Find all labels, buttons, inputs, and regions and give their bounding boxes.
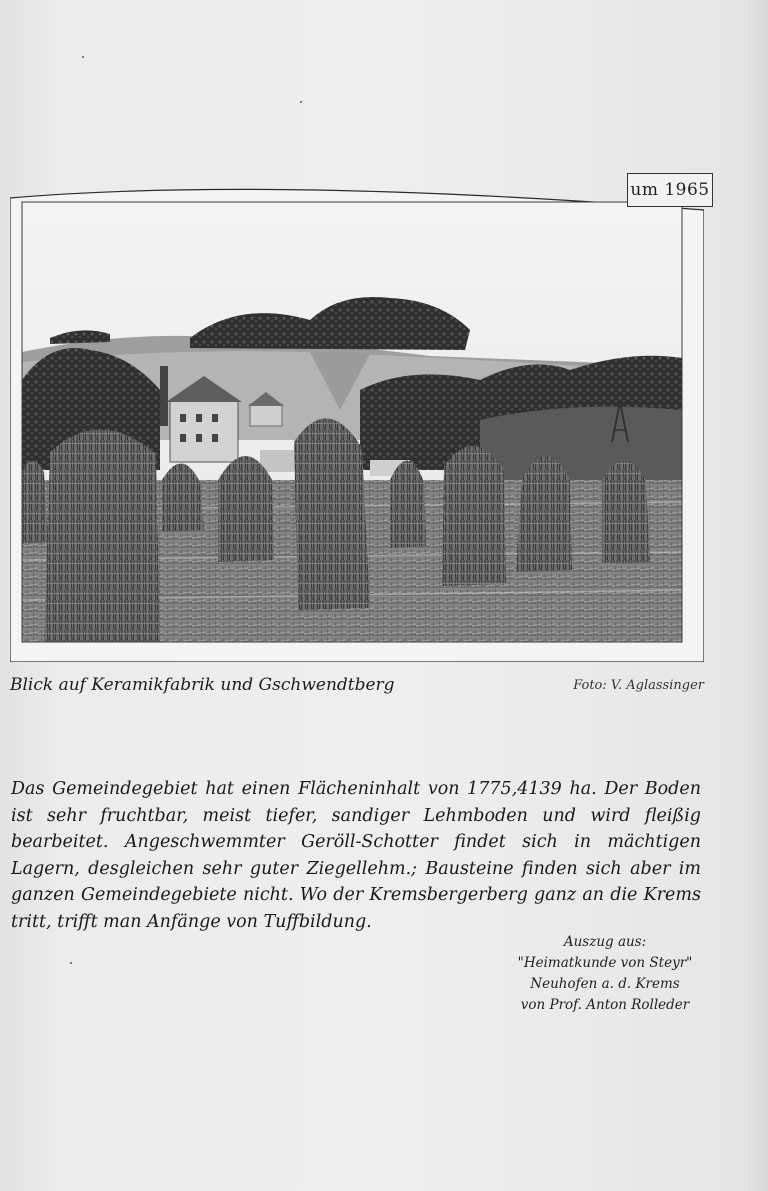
hay-field-photo	[10, 180, 704, 662]
source-line: von Prof. Anton Rolleder	[520, 997, 690, 1013]
page-speck	[300, 101, 302, 103]
source-line: Neuhofen a. d. Krems	[530, 976, 680, 992]
photo-credit: Foto: V. Aglassinger	[573, 678, 704, 693]
date-label: um 1965	[627, 173, 713, 207]
source-line: "Heimatkunde von Steyr"	[517, 955, 693, 971]
photo-caption: Blick auf Keramikfabrik und Gschwendtberg	[10, 675, 395, 695]
page-speck	[70, 962, 72, 964]
page-speck	[82, 56, 84, 58]
source-citation	[500, 932, 710, 1016]
body-paragraph: Das Gemeindegebiet hat einen Flächeninhalt von 1775,4139 ha. Der Boden ist sehr fruchtbar, meist tiefer, sandiger Lehmboden und wird fleißig bearbeitet. Angeschwemmter Geröll-Schotter findet sich in mächtigen Lagern, desgleichen sehr guter Ziegellehm.; Bausteine finden sich aber im ganzen Gemeindegebiete nicht. Wo der Kremsbergerberg ganz an die Krems tritt, trifft man Anfänge von Tuffbildung.	[11, 779, 701, 932]
source-line: Auszug aus:	[563, 934, 647, 950]
photo-frame	[10, 180, 704, 662]
